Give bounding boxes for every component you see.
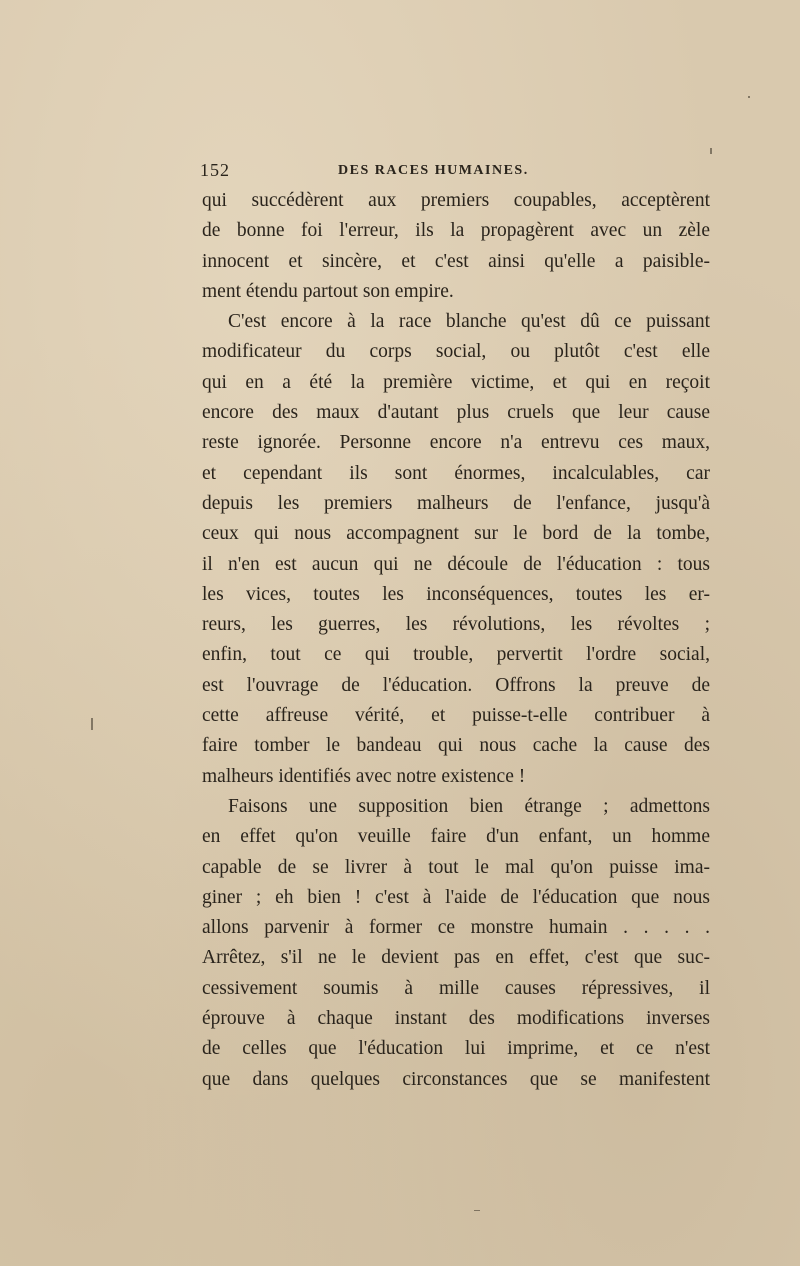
text-line: qui en a été la première victime, et qui en reçoit — [202, 371, 710, 393]
text-line: modificateur du corps social, ou plutôt c'est elle — [202, 341, 710, 363]
text-line: que dans quelques circonstances que se manifestent — [202, 1068, 710, 1090]
text-line: malheurs identifiés avec notre existence ! — [202, 765, 526, 787]
text-line: les vices, toutes les inconséquences, toutes les er- — [202, 583, 710, 605]
paper-speck — [474, 1210, 480, 1211]
paper-speck — [710, 148, 712, 154]
text-line: capable de se livrer à tout le mal qu'on puisse ima- — [202, 856, 710, 878]
text-line: Faisons une supposition bien étrange ; admettons — [228, 795, 710, 817]
paper-speck — [91, 718, 93, 730]
running-title: DES RACES HUMAINES. — [338, 163, 529, 178]
text-line: allons parvenir à former ce monstre humain . . . . . — [202, 917, 710, 939]
text-line: faire tomber le bandeau qui nous cache la cause des — [202, 735, 710, 757]
text-line: ceux qui nous accompagnent sur le bord de la tombe, — [202, 523, 710, 545]
text-line: en effet qu'on veuille faire d'un enfant, un homme — [202, 826, 710, 848]
running-head — [200, 160, 570, 184]
text-line: encore des maux d'autant plus cruels que leur cause — [202, 402, 710, 424]
text-line: depuis les premiers malheurs de l'enfance, jusqu'à — [202, 492, 710, 514]
text-line: innocent et sincère, et c'est ainsi qu'elle a paisible- — [202, 250, 710, 272]
text-line: de celles que l'éducation lui imprime, et ce n'est — [202, 1038, 710, 1060]
text-line: qui succédèrent aux premiers coupables, acceptèrent — [202, 190, 710, 211]
text-line: Arrêtez, s'il ne le devient pas en effet, c'est que suc- — [202, 947, 710, 969]
text-line: de bonne foi l'erreur, ils la propagèrent avec un zèle — [202, 220, 710, 242]
paper-speck — [748, 96, 750, 98]
page-number: 152 — [200, 160, 230, 180]
text-line: C'est encore à la race blanche qu'est dû ce puissant — [228, 311, 710, 333]
text-line: reste ignorée. Personne encore n'a entrevu ces maux, — [202, 432, 710, 454]
text-line: giner ; eh bien ! c'est à l'aide de l'éducation que nous — [202, 886, 710, 908]
text-line: cessivement soumis à mille causes répressives, il — [202, 977, 710, 999]
text-line: reurs, les guerres, les révolutions, les révoltes ; — [202, 614, 710, 636]
text-line: ment étendu partout son empire. — [202, 280, 454, 302]
text-line: il n'en est aucun qui ne découle de l'éducation : tous — [202, 553, 710, 575]
text-line: est l'ouvrage de l'éducation. Offrons la preuve de — [202, 674, 710, 696]
text-line: et cependant ils sont énormes, incalculables, car — [202, 462, 710, 484]
text-line: éprouve à chaque instant des modifications inverses — [202, 1008, 710, 1030]
text-line: cette affreuse vérité, et puisse-t-elle contribuer à — [202, 705, 710, 727]
text-line: enfin, tout ce qui trouble, pervertit l'ordre social, — [202, 644, 710, 666]
body-text — [202, 186, 710, 1095]
